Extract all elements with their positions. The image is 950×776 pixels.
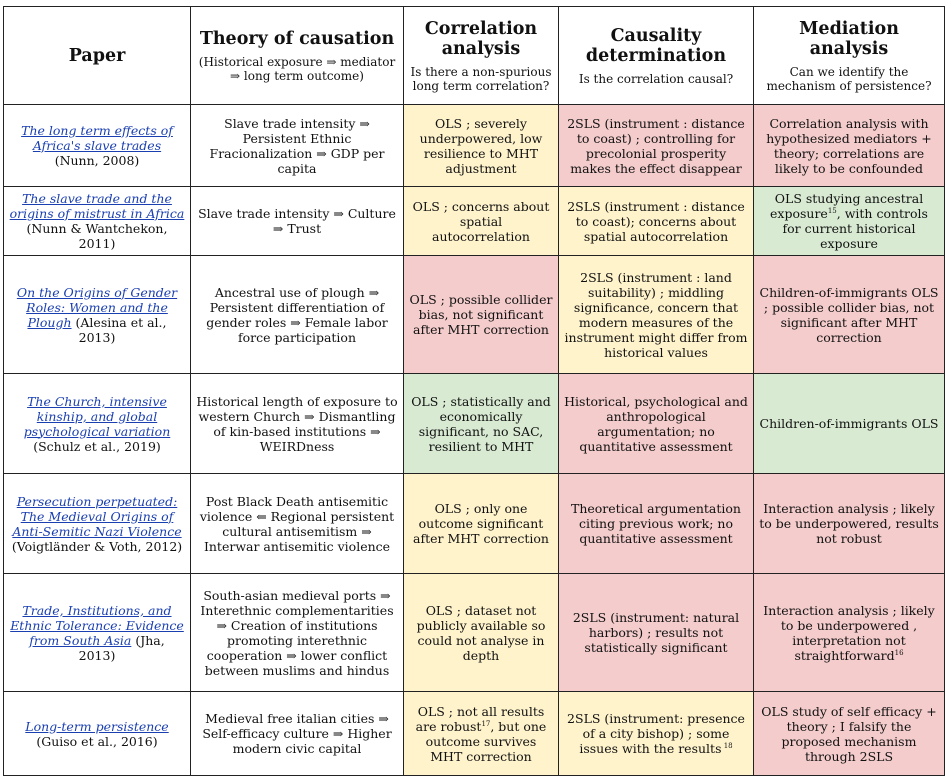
paper-link[interactable]: The long term effects of Africa's slave trades [21, 123, 173, 153]
causality-cell: Historical, psychological and anthropological argumentation; no quantitative assessment [559, 374, 754, 474]
header-theory-title: Theory of causation [199, 28, 395, 49]
table-row [4, 256, 945, 374]
correlation-cell [404, 692, 559, 776]
causality-text: 2SLS (instrument: presence of a city bishop) ; some issues with the results [567, 711, 745, 756]
correlation-cell: OLS ; possible collider bias, not significant after MHT correction [404, 256, 559, 374]
paper-citation: (Alesina et al., 2013) [71, 314, 167, 345]
theory-cell: Post Black Death antisemitic violence ⇐ Regional persistent cultural antisemitism ⇒ Interwar antisemitic violence [191, 474, 404, 574]
mediation-cell: OLS study of self efficacy + theory ; I falsify the proposed mechanism through 2SLS [754, 692, 945, 776]
paper-citation: (Nunn, 2008) [54, 153, 140, 168]
paper-cell [4, 187, 191, 256]
paper-link[interactable]: On the Origins of Gender Roles: Women and the Plough [16, 284, 178, 330]
mediation-cell: Children-of-immigrants OLS ; possible collider bias, not significant after MHT correction [754, 256, 945, 374]
theory-cell: Slave trade intensity ⇒ Culture ⇒ Trust [191, 187, 404, 256]
table-row [4, 574, 945, 692]
theory-cell: South-asian medieval ports ⇒ Interethnic complementarities ⇒ Creation of institutions promoting interethnic cooperation ⇒ lower conflict between muslims and hindus [191, 574, 404, 692]
header-row [4, 7, 945, 105]
causality-cell: 2SLS (instrument: natural harbors) ; results not statistically significant [559, 574, 754, 692]
paper-citation: (Jha, 2013) [78, 632, 165, 663]
correlation-text: OLS ; not all results are robust [415, 703, 545, 734]
correlation-cell: OLS ; concerns about spatial autocorrelation [404, 187, 559, 256]
footnote-marker: 15 [827, 206, 837, 215]
paper-cell [4, 105, 191, 187]
paper-citation: (Schulz et al., 2019) [33, 438, 161, 454]
header-theory-sub: (Historical exposure ⇒ mediator ⇒ long term outcome) [198, 54, 396, 83]
paper-link[interactable]: Long-term persistence [25, 718, 169, 734]
theory-cell: Slave trade intensity ⇒ Persistent Ethnic Fracionalization ⇒ GDP per capita [191, 105, 404, 187]
header-theory [191, 7, 404, 105]
paper-cell [4, 574, 191, 692]
correlation-cell: OLS ; dataset not publicly available so could not analyse in depth [404, 574, 559, 692]
table-row [4, 105, 945, 187]
summary-table [3, 6, 945, 776]
mediation-cell [754, 574, 945, 692]
causality-cell: Theoretical argumentation citing previous work; no quantitative assessment [559, 474, 754, 574]
header-correlation-sub: Is there a non-spurious long term correlation? [410, 64, 552, 93]
footnote-marker: 17 [481, 719, 491, 728]
header-causality [559, 7, 754, 105]
causality-cell [559, 692, 754, 776]
mediation-cell: Correlation analysis with hypothesized mediators + theory; correlations are likely to be confounded [754, 105, 945, 187]
header-mediation-sub: Can we identify the mechanism of persistence? [766, 64, 932, 93]
theory-cell: Historical length of exposure to western Church ⇒ Dismantling of kin-based institutions ⇒ WEIRDness [191, 374, 404, 474]
paper-citation: (Voigtländer & Voth, 2012) [11, 538, 183, 554]
correlation-cell: OLS ; severely underpowered, low resilience to MHT adjustment [404, 105, 559, 187]
theory-cell: Ancestral use of plough ⇒ Persistent differentiation of gender roles ⇒ Female labor force participation [191, 256, 404, 374]
header-mediation-title: Mediation analysis [799, 18, 899, 59]
table-row [4, 187, 945, 256]
table-row [4, 474, 945, 574]
paper-cell [4, 474, 191, 574]
header-mediation [754, 7, 945, 105]
footnote-marker: 18 [721, 741, 733, 750]
causality-cell: 2SLS (instrument : land suitability) ; middling significance, concern that modern measures of the instrument might differ from historical values [559, 256, 754, 374]
header-correlation-title: Correlation analysis [424, 18, 538, 59]
header-paper-title: Paper [68, 45, 126, 66]
causality-cell: 2SLS (instrument : distance to coast); concerns about spatial autocorrelation [559, 187, 754, 256]
paper-cell [4, 692, 191, 776]
table-row [4, 692, 945, 776]
paper-link[interactable]: Trade, Institutions, and Ethnic Tolerance: Evidence from South Asia [10, 602, 184, 648]
mediation-text-tail: , with controls for current historical exposure [782, 206, 928, 251]
paper-link[interactable]: Persecution perpetuated: The Medieval Origins of Anti-Semitic Nazi Violence [12, 493, 182, 539]
mediation-text: Interaction analysis ; likely to be underpowered , interpretation not straightforward [763, 602, 935, 663]
paper-cell [4, 256, 191, 374]
paper-citation: (Nunn & Wantchekon, 2011) [26, 221, 168, 251]
correlation-text-tail: , but one outcome survives MHT correction [425, 718, 547, 764]
theory-cell: Medieval free italian cities ⇒ Self-efficacy culture ⇒ Higher modern civic capital [191, 692, 404, 776]
correlation-cell: OLS ; only one outcome significant after MHT correction [404, 474, 559, 574]
header-causality-title: Causality determination [585, 25, 727, 66]
mediation-cell: Children-of-immigrants OLS [754, 374, 945, 474]
correlation-cell: OLS ; statistically and economically significant, no SAC, resilient to MHT [404, 374, 559, 474]
paper-link[interactable]: The slave trade and the origins of mistrust in Africa [9, 191, 185, 221]
causality-cell: 2SLS (instrument : distance to coast) ; controlling for precolonial prosperity makes the effect disappear [559, 105, 754, 187]
header-correlation [404, 7, 559, 105]
mediation-cell: Interaction analysis ; likely to be underpowered, results not robust [754, 474, 945, 574]
paper-cell [4, 374, 191, 474]
paper-link[interactable]: The Church, intensive kinship, and global psychological variation [23, 393, 171, 439]
mediation-cell [754, 187, 945, 256]
mediation-text: OLS studying ancestral exposure [770, 191, 924, 221]
footnote-marker: 16 [894, 648, 904, 657]
header-causality-sub: Is the correlation causal? [578, 71, 734, 86]
header-paper [4, 7, 191, 105]
table-row [4, 374, 945, 474]
paper-citation: (Guiso et al., 2016) [36, 733, 158, 749]
